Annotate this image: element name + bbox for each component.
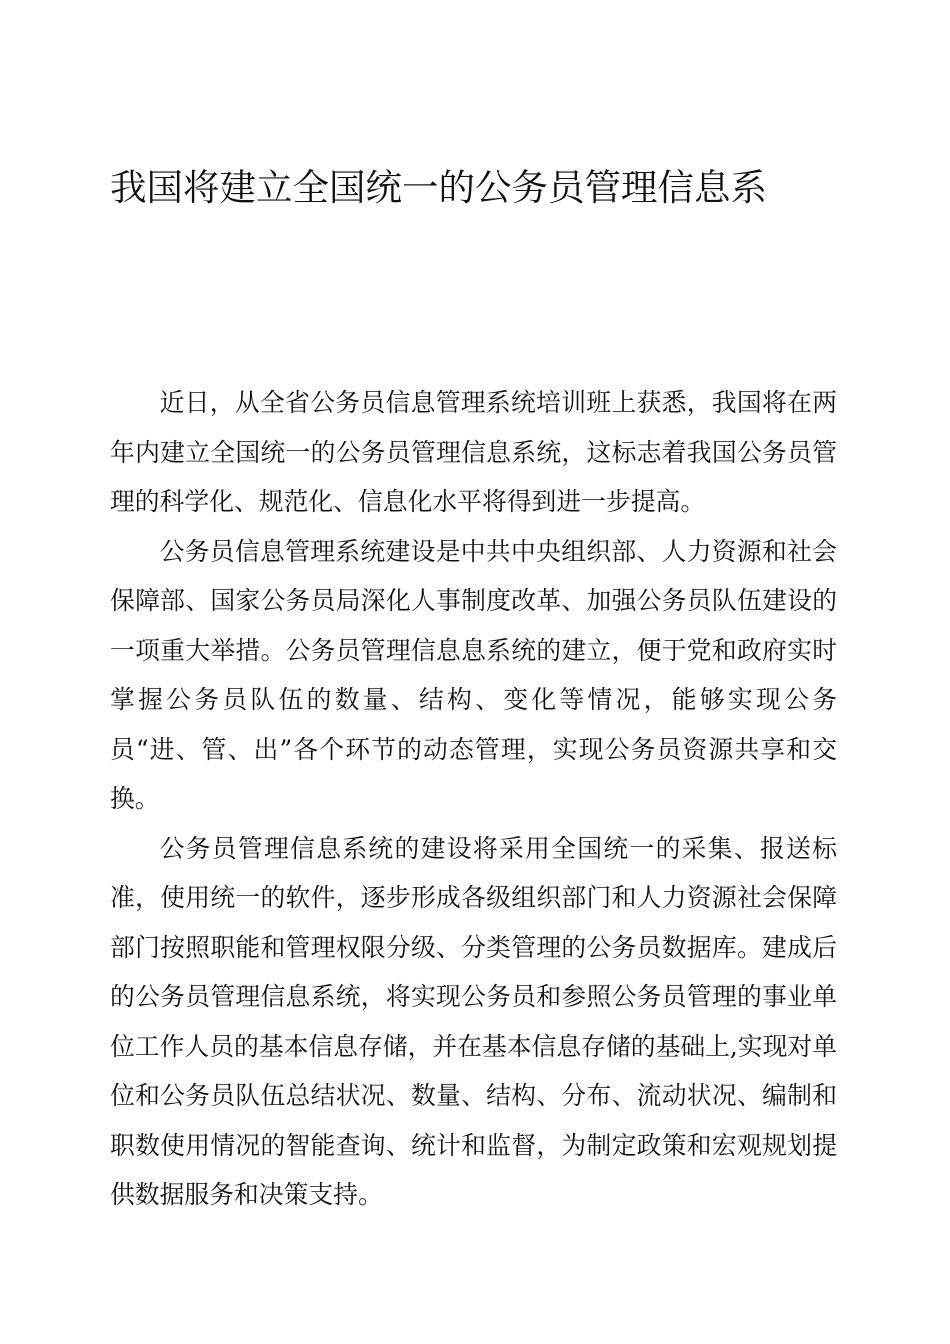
paragraph-3: 公务员管理信息系统的建设将采用全国统一的采集、报送标准，使用统一的软件，逐步形成各级组织部门和人力资源社会保障部门按照职能和管理权限分级、分类管理的公务员数据库。建成后的公务员管理信息系统，将实现公务员和参照公务员管理的事业单位工作人员的基本信息存储，并在基本信息存储的基础上,实现对单位和公务员队伍总结状况、数量、结构、分布、流动状况、编制和职数使用情况的智能查询、统计和监督，为制定政策和宏观规划提供数据服务和决策支持。 <box>110 833 837 1209</box>
paragraph-2: 公务员信息管理系统建设是中共中央组织部、人力资源和社会保障部、国家公务员局深化人事制度改革、加强公务员队伍建设的一项重大举措。公务员管理信息息系统的建立，便于党和政府实时掌握公务员队伍的数量、结构、变化等情况，能够实现公务员“进、管、出”各个环节的动态管理，实现公务员资源共享和交换。 <box>110 536 837 813</box>
document-body <box>110 378 837 1220</box>
paragraph-1: 近日，从全省公务员信息管理系统培训班上获悉，我国将在两年内建立全国统一的公务员管理信息系统，这标志着我国公务员管理的科学化、规范化、信息化水平将得到进一步提高。 <box>110 388 837 516</box>
document-title: 我国将建立全国统一的公务员管理信息系 <box>110 166 767 209</box>
